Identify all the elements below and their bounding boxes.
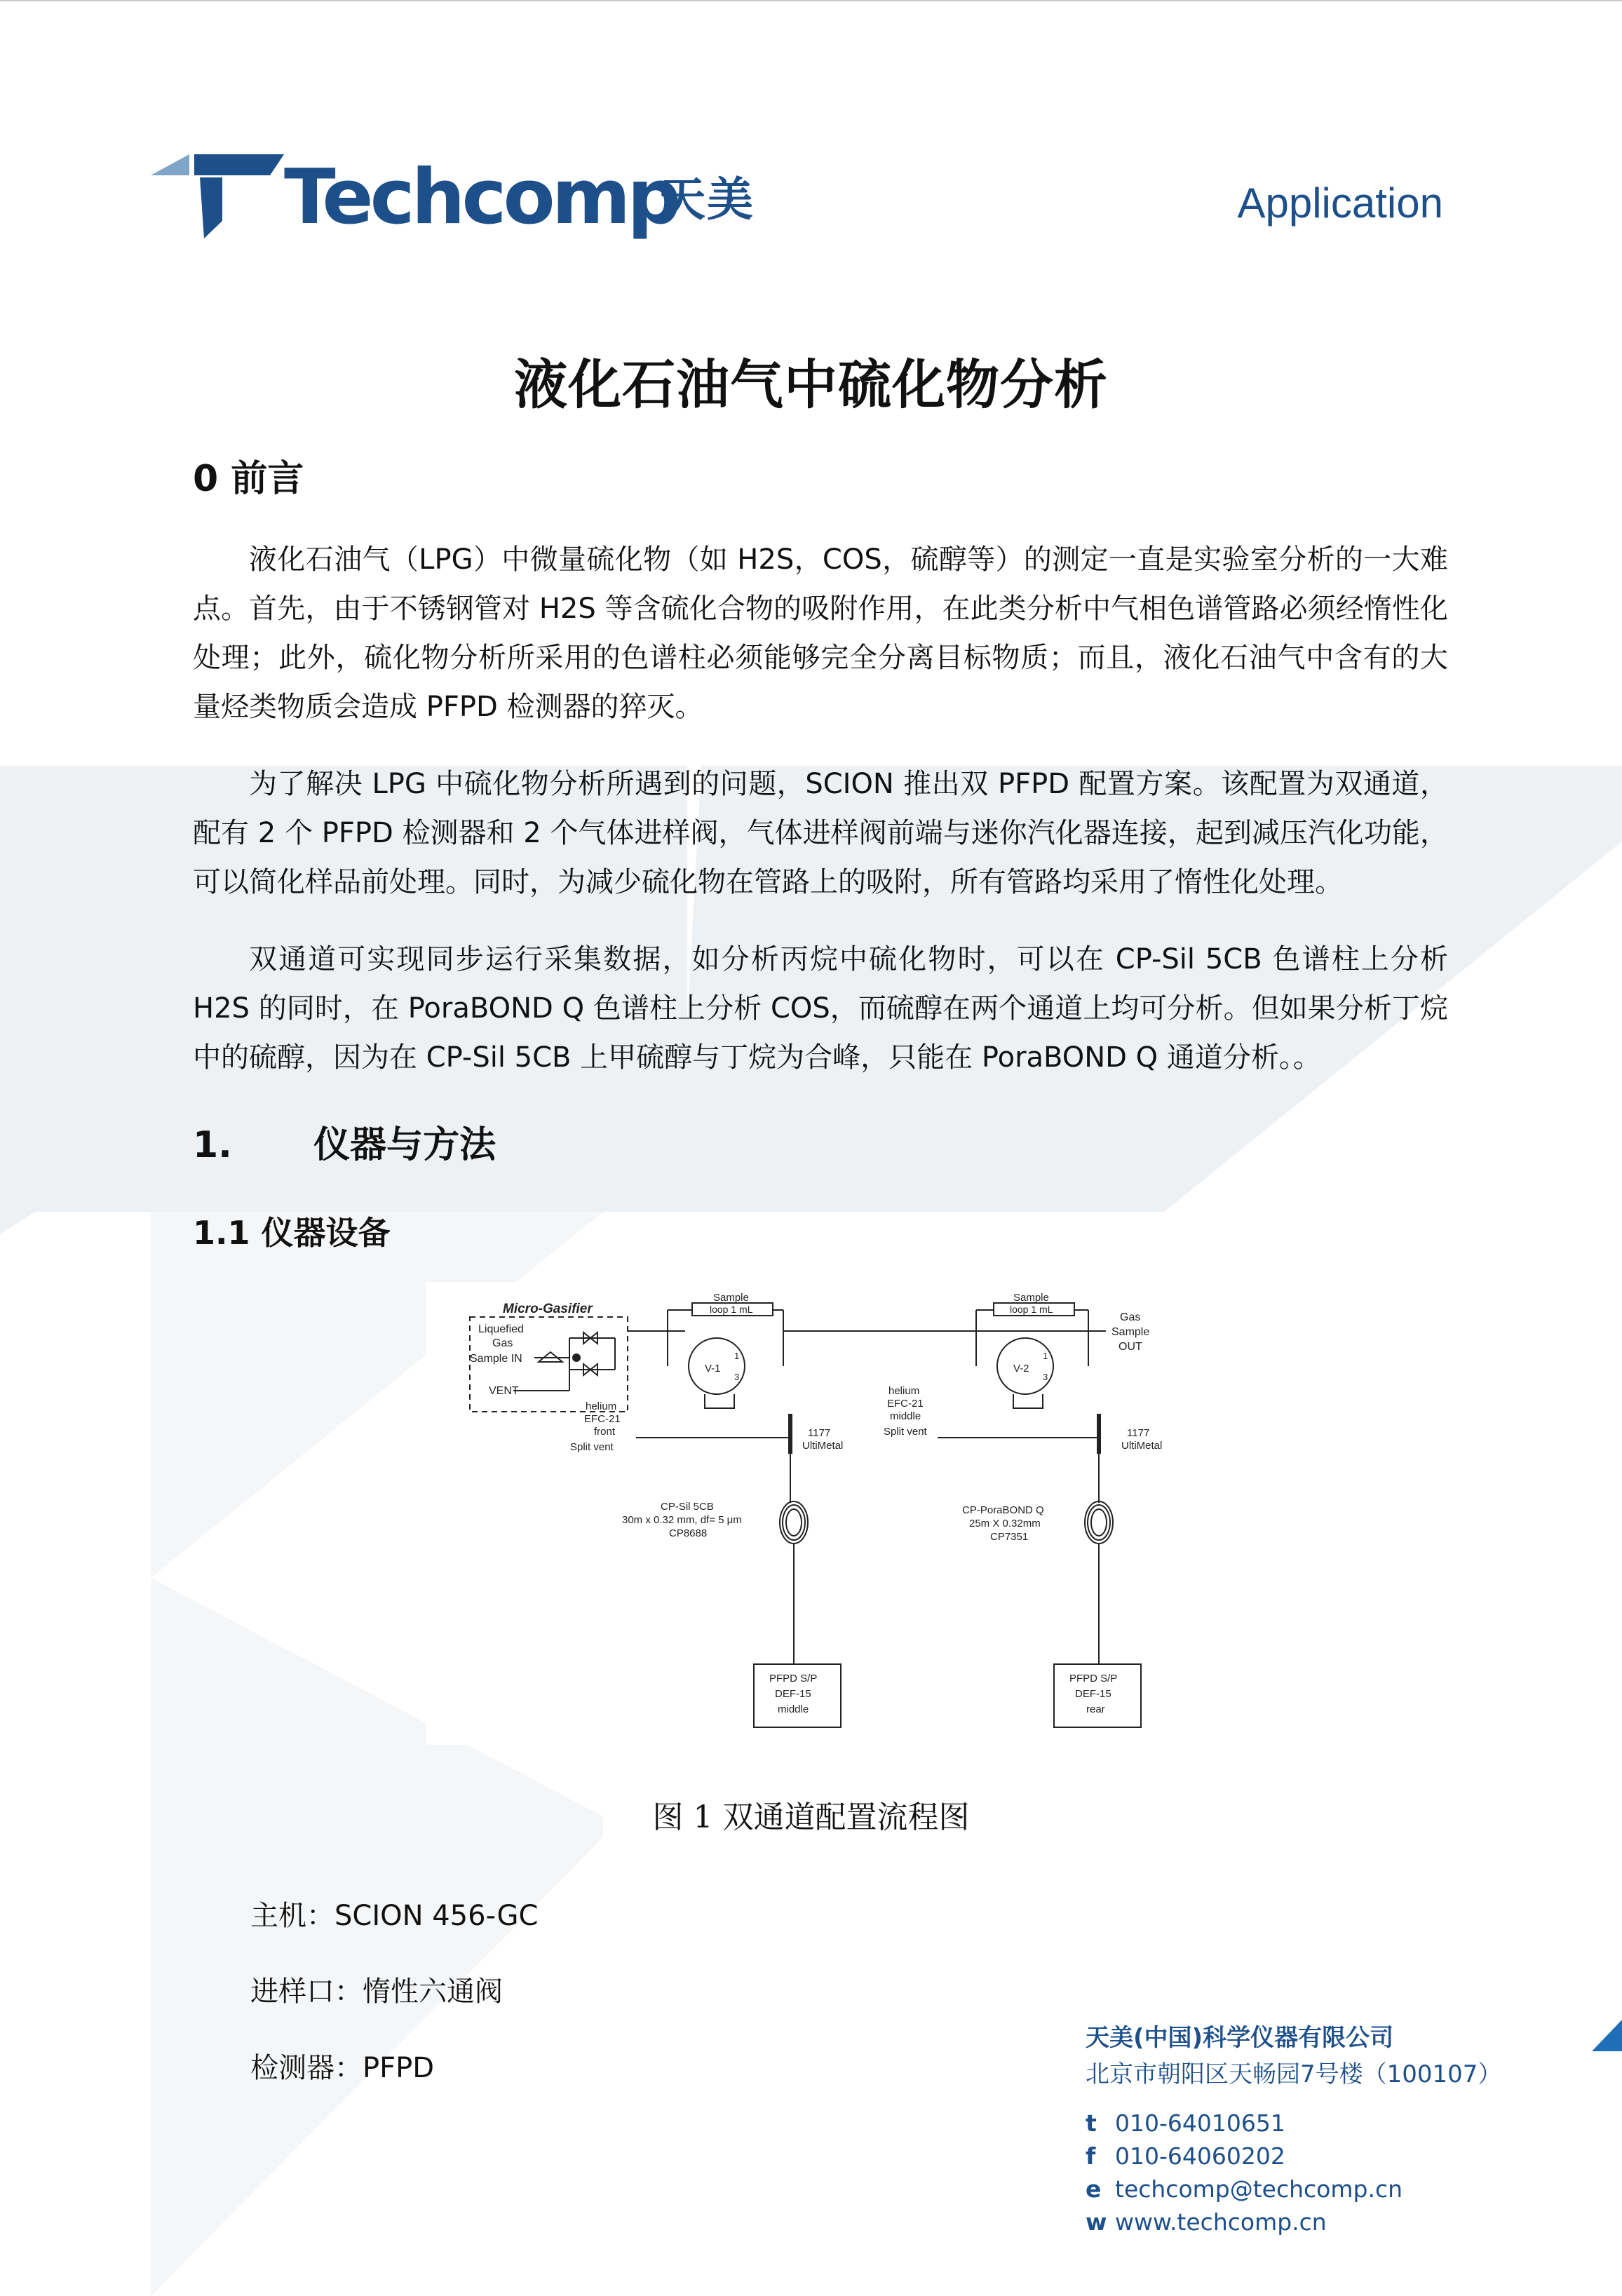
spec-inlet: 进样口：惰性六通阀 <box>250 1976 503 2008</box>
section-number: 1. <box>193 1124 232 1166</box>
logo-cn-text: 天美 <box>659 173 755 227</box>
loop-2-label: loop 1 mL <box>1010 1304 1053 1315</box>
column-2-code: CP7351 <box>990 1531 1029 1543</box>
section-title: 仪器与方法 <box>313 1124 496 1166</box>
column-1-code: CP8688 <box>669 1527 708 1539</box>
subsection-heading-equipment: 1.1 仪器设备 <box>193 1214 391 1252</box>
detector-1-pos: middle <box>778 1703 809 1715</box>
section-heading-instruments <box>193 1115 496 1168</box>
paragraph-1 <box>193 535 1448 731</box>
paragraph-text: 为了解决 LPG 中硫化物分析所遇到的问题，SCION 推出双 PFPD 配置方案。该配置为双通道，配有 2 个 PFPD 检测器和 2 个气体进样阀，气体进样阀前端与迷你汽化器连接，起到减压汽化功能，可以简化样品前处理。同时，为减少硫化物在管路上的吸附，所有管路均采用了惰性化处理。 <box>193 768 1448 898</box>
paragraph-text: 液化石油气（LPG）中微量硫化物（如 H2S，COS，硫醇等）的测定一直是实验室分析的一大难点。首先，由于不锈钢管对 H2S 等含硫化合物的吸附作用，在此类分析中气相色谱管路必须经惰性化处理；此外，硫化物分析所采用的色谱柱必须能够完全分离目标物质；而且，液化石油气中含有的大量烃类物质会造成 PFPD 检测器的猝灭。 <box>193 543 1448 723</box>
efc-mid-label: EFC-21 <box>887 1398 924 1410</box>
ultimetal-2-b: UltiMetal <box>1121 1440 1163 1452</box>
email-key: e <box>1086 2175 1102 2203</box>
column-2-name: CP-PoraBOND Q <box>962 1504 1044 1516</box>
column-1-name: CP-Sil 5CB <box>661 1501 714 1513</box>
spec-host: 主机：SCION 456-GC <box>250 1900 539 1932</box>
liquefied-label: Liquefied <box>478 1323 524 1335</box>
phone-value: 010-64010651 <box>1115 2109 1285 2137</box>
fax-row <box>1086 2140 1576 2173</box>
column-1-coil <box>780 1501 808 1544</box>
gas-out-label: Gas <box>1120 1311 1141 1323</box>
column-1-spec: 30m x 0.32 mm, df= 5 μm <box>622 1514 742 1526</box>
ultimetal-1-a: 1177 <box>808 1427 831 1439</box>
split-vent-mid-label: Split vent <box>884 1426 927 1438</box>
paragraph-3 <box>193 935 1448 1082</box>
fax-value: 010-64060202 <box>1115 2142 1285 2170</box>
port-label: 1 <box>1043 1351 1048 1361</box>
logo-mark-icon <box>151 151 284 242</box>
loop-1-label: loop 1 mL <box>710 1304 753 1315</box>
vent-label: VENT <box>489 1385 519 1397</box>
efc-front-label: EFC-21 <box>584 1413 621 1425</box>
company-address: 北京市朝阳区天畅园7号楼（100107） <box>1086 2060 1502 2088</box>
front-label: front <box>594 1426 616 1438</box>
port-label: 3 <box>1043 1372 1048 1382</box>
section-heading-preface: 0 前言 <box>193 458 304 500</box>
ultimetal-2-a: 1177 <box>1127 1427 1150 1439</box>
website-key: w <box>1086 2208 1107 2236</box>
port-label: 1 <box>734 1351 740 1361</box>
phone-row <box>1086 2107 1576 2140</box>
micro-gasifier-label: Micro-Gasifier <box>503 1302 593 1316</box>
paragraph-text: 双通道可实现同步运行采集数据，如分析丙烷中硫化物时，可以在 CP-Sil 5CB 色谱柱上分析 H2S 的同时，在 PoraBOND Q 色谱柱上分析 COS，而硫醇在两个通道上均可分析。但如果分析丁烷中的硫醇，因为在 CP-Sil 5CB 上甲硫醇与丁烷为合峰，只能在 PoraBOND Q 通道分析。。 <box>193 943 1448 1074</box>
techcomp-logo <box>151 151 782 242</box>
detector-2-pos: rear <box>1086 1703 1105 1715</box>
sample-loop-1-label: Sample <box>713 1292 749 1304</box>
sample-in-label: Sample IN <box>470 1353 522 1365</box>
port-label: 3 <box>734 1372 740 1382</box>
fax-key: f <box>1086 2142 1096 2170</box>
logo-text: Techcomp <box>284 154 678 241</box>
website-link[interactable]: www.techcomp.cn <box>1115 2208 1327 2236</box>
column-2-coil <box>1085 1501 1113 1544</box>
detector-1-name: PFPD S/P <box>769 1673 818 1684</box>
document-title: 液化石油气中硫化物分析 <box>514 353 1108 416</box>
detector-2-name: PFPD S/P <box>1069 1673 1118 1684</box>
spec-detector: 检测器：PFPD <box>250 2052 435 2084</box>
out-label: OUT <box>1118 1341 1142 1353</box>
paragraph-2 <box>193 759 1448 907</box>
figure-caption: 图 1 双通道配置流程图 <box>652 1799 970 1835</box>
phone-key: t <box>1086 2109 1097 2137</box>
gas-label: Gas <box>492 1337 513 1349</box>
v1-label: V-1 <box>705 1363 721 1375</box>
detector-2-model: DEF-15 <box>1075 1688 1111 1700</box>
middle-label: middle <box>890 1410 921 1422</box>
sample-loop-2-label: Sample <box>1013 1292 1049 1304</box>
column-2-spec: 25m X 0.32mm <box>969 1518 1041 1529</box>
contact-block <box>1086 2020 1576 2238</box>
flow-diagram-figure <box>426 1282 1200 1745</box>
flow-diagram <box>426 1282 1200 1745</box>
ultimetal-1-b: UltiMetal <box>802 1440 844 1452</box>
sample-out-label: Sample <box>1111 1326 1150 1338</box>
helium-front-label: helium <box>586 1400 617 1412</box>
company-name: 天美(中国)科学仪器有限公司 <box>1086 2024 1394 2052</box>
email-row[interactable] <box>1086 2173 1576 2206</box>
application-label: Application <box>1237 180 1443 227</box>
split-vent-front-label: Split vent <box>570 1441 614 1453</box>
website-row[interactable] <box>1086 2206 1576 2238</box>
helium-mid-label: helium <box>888 1385 920 1397</box>
detector-1-model: DEF-15 <box>775 1688 811 1700</box>
email-link[interactable]: techcomp@techcomp.cn <box>1115 2175 1403 2203</box>
v2-label: V-2 <box>1013 1363 1029 1375</box>
